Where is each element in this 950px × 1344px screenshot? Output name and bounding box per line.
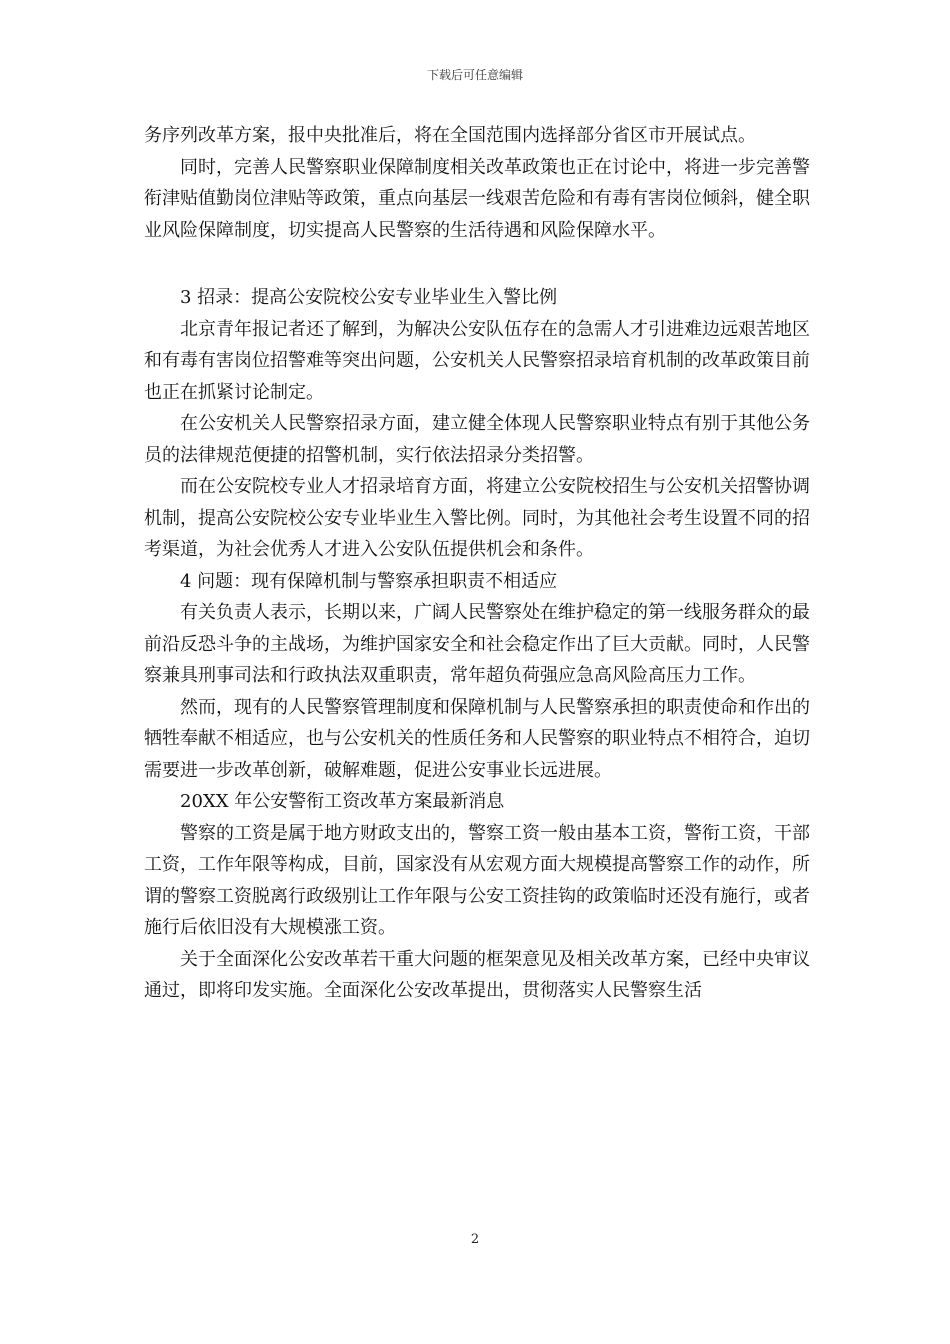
section-heading-recruitment: 3 招录：提高公安院校公安专业毕业生入警比例 xyxy=(180,287,558,308)
paragraph-recruitment-mechanism: 在公安机关人民警察招录方面，建立健全体现人民警察职业特点有别于其他公务员的法律规范便捷的招警机制，实行依法招录分类招警。 xyxy=(144,413,810,466)
page-header: 下载后可任意编辑 xyxy=(426,68,523,82)
document-body xyxy=(144,120,810,1007)
paragraph-continuation: 务序列改革方案，报中央批准后，将在全国范围内选择部分省区市开展试点。 xyxy=(144,125,756,146)
page-number: 2 xyxy=(470,1232,480,1247)
paragraph-academy-recruitment: 而在公安院校专业人才招录培育方面，将建立公安院校招生与公安机关招警协调机制，提高公安院校公安专业毕业生入警比例。同时，为其他社会考生设置不同的招考渠道，为社会优秀人才进入公安队伍提供机会和条件。 xyxy=(144,476,810,560)
paragraph-reform-need: 然而，现有的人民警察管理制度和保障机制与人民警察承担的职责使命和作出的牺牲奉献不相适应，也与公安机关的性质任务和人民警察的职业特点不相符合，迫切需要进一步改革创新，破解难题，促进公安事业长远进展。 xyxy=(144,696,810,781)
section-heading-problems: 4 问题：现有保障机制与警察承担职责不相适应 xyxy=(180,570,558,592)
paragraph-spacer xyxy=(144,246,810,282)
paragraph-salary-policy: 同时，完善人民警察职业保障制度相关改革政策也正在讨论中，将进一步完善警衔津贴值勤岗位津贴等政策，重点向基层一线艰苦危险和有毒有害岗位倾斜，健全职业风险保障制度，切实提高人民警察的生活待遇和风险保障水平。 xyxy=(144,156,810,241)
paragraph-reform-approval: 关于全面深化公安改革若干重大问题的框架意见及相关改革方案，已经中央审议通过，即将印发实施。全面深化公安改革提出，贯彻落实人民警察生活 xyxy=(144,948,810,1001)
paragraph-salary-structure: 警察的工资是属于地方财政支出的，警察工资一般由基本工资，警衔工资，干部工资，工作年限等构成，目前，国家没有从宏观方面大规模提高警察工作的动作，所谓的警察工资脱离行政级别让工作年限与公安工资挂钩的政策临时还没有施行，或者施行后依旧没有大规模涨工资。 xyxy=(144,822,810,938)
section-heading-salary-news: 20XX 年公安警衔工资改革方案最新消息 xyxy=(180,791,505,812)
paragraph-police-duties: 有关负责人表示，长期以来，广阔人民警察处在维护稳定的第一线服务群众的最前沿反恐斗争的主战场，为维护国家安全和社会稳定作出了巨大贡献。同时，人民警察兼具刑事司法和行政执法双重职责，常年超负荷强应急高风险高压力工作。 xyxy=(144,602,810,686)
paragraph-recruitment-intro: 北京青年报记者还了解到，为解决公安队伍存在的急需人才引进难边远艰苦地区和有毒有害岗位招警难等突出问题，公安机关人民警察招录培育机制的改革政策目前也正在抓紧讨论制定。 xyxy=(144,318,810,403)
